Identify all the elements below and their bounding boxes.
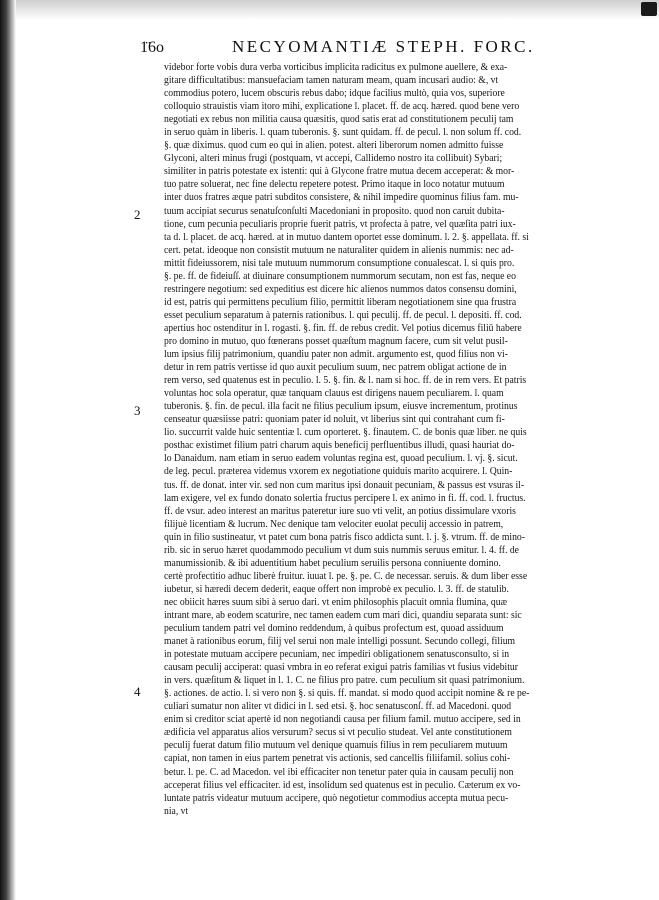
- body-text: [164, 61, 587, 818]
- text-line: lio. succurrit valde huic sententiæ l. cum oporteret. §. finautem. C. de bonis quæ liber. ne quis: [164, 427, 527, 439]
- text-line: de leg. pecul. præterea videmus vxorem ex negotiatione quiduis marito acquirere. l. Quin-: [164, 466, 513, 478]
- text-line: certè profectitio adhuc liberè fruitur. iuuat l. pe. §. pe. C. de necessar. seruis. & dum liber esse: [164, 570, 528, 582]
- text-line: in vers. quæſitum & liquet in l. 1. C. ne filius pro patre. cum peculium sit quasi patrimonium.: [164, 675, 525, 687]
- text-line: §. quæ diximus. quod cum eo qui in alien. potest. alteri liberorum nomen admitto fuisse: [164, 140, 504, 152]
- text-line: voluntas hoc sola operatur, quæ tanquam clauus est dirigens nauem peculiarem. l. quam: [164, 388, 504, 400]
- text-line: culiari sumatur non aliter vt didici in l. sed etsi. §. hoc senatusconſ. ff. ad Macedoni. quod: [164, 701, 512, 713]
- text-line: manet à rationibus eorum, filij vel serui non male intelligi possunt. Secundo collegi, filium: [164, 636, 516, 648]
- text-line: tuo patre soluerat, nec fine delectu repetere potest. Primo itaque in loco notatur mutuum: [164, 179, 505, 191]
- corner-smudge: [641, 2, 657, 16]
- text-line: negotiati ex rebus non militia causa quæsitis, quod satis erat ad constitutionem peculij tam: [164, 114, 514, 126]
- text-line: posthac existimet filium patri charum aquis beneficij perfluentibus illudi, quasi hauriat do-: [164, 440, 515, 452]
- text-line: nia, vt: [164, 805, 189, 817]
- margin-marker-3: 3: [134, 403, 141, 418]
- text-line: tus. ff. de donat. inter vir. sed non cum maritus ipsi donauit pecuniam, & passus est vsuras il-: [164, 479, 525, 491]
- text-line: iubetur, si hæredi decem dederit, eaque offert non improbè ex peculio. l. 3. ff. de statulib.: [164, 583, 509, 595]
- text-line: rib. sic in seruo hæret quodammodo peculium vt dum suis nummis seruus emitur. l. 4. ff. de: [164, 544, 519, 556]
- text-line: quin in filio sustineatur, vt patet cum bona patris fisco addicta sunt. l. j. §. vtrum. ff. de mino-: [164, 531, 526, 543]
- text-line: commodius potero, lucem obscuris rebus dabo; idque facilius multò, quia vos, superiore: [164, 88, 505, 100]
- margin-marker-2: 2: [134, 207, 141, 222]
- text-line: enim si creditor sciat apertè id non negotiandi causa per filium famil. mutuo accipere, sed in: [164, 714, 521, 726]
- text-line: lum ipsius filij patrimonium, quandiu pater non admit. argumento est, quod filius non vi-: [164, 349, 508, 361]
- text-line: capiat, non tamen in eius partem penetrat vis actionis, sed cancellis filiifamil. solius cohi-: [164, 753, 511, 765]
- text-line: detur in rem patris vertisse id quo auxit peculium suum, nec patrem obligat actione de in: [164, 362, 507, 374]
- text-line: §. pe. ff. de fideiuſſ. at diuinare consumptionem nummorum secutam, non est fas, neque eo: [164, 270, 516, 282]
- page-top-shadow: [0, 0, 659, 20]
- text-line: similiter in patris potestate ex istenti: qui à Glycone fratre mutua decem acceperat: & mor-: [164, 166, 515, 178]
- text-line: inter duos fratres æque patri subditos consistere, & nihil impedire quominus filius fam. mu-: [164, 192, 519, 204]
- text-line: cert. petat. ideoque non consistit mutuum ne naturaliter quidem in alienis nummis: nec ad-: [164, 244, 514, 256]
- text-line: in seruo quàm in liberis. l. quam tuberonis. §. sunt quidam. ff. de pecul. l. non solum ff. cod.: [164, 127, 522, 139]
- text-line: ff. de vsur. adeo interest an maritus pateretur iure suo vti velit, an potius dissimulare vxoris: [164, 505, 516, 517]
- text-line: causam peculij acciperat: quasi vmbra in eo referat exigui patris familias vt fusius videbitur: [164, 662, 518, 674]
- text-line: id est, patris qui permittens peculium filio, permittit liberam negotiationem sine qua frustra: [164, 296, 517, 308]
- text-line: peculij fuerat datum filio mutuum vel denique quamuis filius in rem peculiarem mutuum: [164, 740, 508, 752]
- margin-marker-4: 4: [134, 684, 141, 699]
- text-line: censeatur quæsiisse patri: quoniam pater id noluit, vt liberius sint qui contrahant cum fi-: [164, 414, 505, 426]
- text-line: filijuè licentiam & lucrum. Nec denique tam velociter euolat peculij accessio in patrem,: [164, 518, 504, 530]
- text-line: §. actiones. de actio. l. si vero non §. si quis. ff. mandat. si modo quod accipit nomine & re pe-: [164, 688, 530, 700]
- text-line: lam exigere, vel ex fundo donato solertia fructus percipere l. ex animo in fi. ff. cod. l. fructus.: [164, 492, 526, 504]
- text-line: videbor forte vobis dura verba vorticibus implicita radicitus ex pulmone auellere, & exa-: [164, 62, 508, 73]
- text-line: rem verso, sed quatenus est in peculio. l. 5. §. fin. & l. nam si hoc. ff. de in rem vers. Et patris: [164, 375, 527, 387]
- book-spine-shadow: [0, 0, 16, 900]
- text-line: ta d. l. placet. de acq. hæred. at in mutuo dantem oportet esse dominum. l. 2. §. appellata. ff. si: [164, 231, 529, 243]
- text-line: tuberonis. §. fin. de pecul. illa facit ne filius peculium ipsum, eiusve incrementum, protinus: [164, 401, 518, 413]
- text-line: lo Danaidum. nam etiam in seruo eadem voluntas regina est, quoad peculium. l. vj. §. sicut.: [164, 453, 518, 465]
- text-line: tuum accipiat securus senatuſconſulti Macedoniani in proposito. quod non caruit dubita-: [164, 205, 505, 217]
- text-line: pro domino in mutuo, quo fœnerans posset quæſtum magnum facere, cum sit velut pusil-: [164, 335, 508, 347]
- text-line: nec obiicit hæres suum sibi à seruo dari. vt enim philosophis placuit omnia flumina, quæ: [164, 596, 508, 608]
- text-line: acceperat filius vel efficaciter. id est, insolidum sed quatenus est in peculio. Cæterum ex vo-: [164, 779, 521, 791]
- text-line: esset peculium separatum à paternis rationibus. l. qui peculij. ff. de pecul. l. depositi. ff. cod.: [164, 309, 522, 321]
- text-line: restringere negotium: sed expeditius est dicere hic alienos nummos datos consensu domini,: [164, 283, 517, 295]
- page-header: [140, 37, 535, 57]
- text-line: in potestate mutuam accipere pecuniam, nec impediri obligationem senatusconsulto, si in: [164, 649, 510, 661]
- running-title: NECYOMANTIÆ STEPH. FORC.: [232, 37, 535, 56]
- text-line: manumissionib. & ibi aduentitium habet peculium seruilis persona conniuente domino.: [164, 557, 501, 569]
- text-line: gitare difficultatibus: mansuefaciam tamen naturam meam, quam incusari audio: &, vt: [164, 75, 499, 87]
- text-line: Glyconi, alteri minus frugi (postquam, vt accepi, Callidemo nostro ita collibuit) Sybari;: [164, 153, 503, 165]
- text-line: ædificia vel apparatus alios versurum? secus si vt peculio studeat. Vel ante constitutionem: [164, 727, 512, 739]
- text-line: colloquio strauistis viam itoro mihi, explicatione l. placet. ff. de acq. hæred. quod bene vero: [164, 101, 520, 113]
- text-line: tione, cum pecunia peculiaris proprie fuerit patris, vt profecta à patre, vel quæſita patri iux-: [164, 218, 516, 230]
- text-line: luntate patris videatur mutuum accipere, quò negotietur commodius accepta mutua pecu-: [164, 792, 509, 804]
- text-line: apertius hoc ostenditur in l. rogasti. §. fin. ff. de rebus credit. Vel potius dicemus filiū habere: [164, 322, 522, 334]
- folio-number: 1̈6o: [140, 39, 164, 56]
- text-line: mittit fideiussorem, nisi tale mutuum nummorum consumptione conualescat. l. si quis pro.: [164, 257, 515, 269]
- text-line: intrant mare, ab eodem scaturire, nec tamen eadem cum mari dici, quandiu separata sunt: sic: [164, 609, 522, 621]
- text-line: peculium tandem patri vel domino reddendum, à quibus profectum est, quoad assiduum: [164, 623, 504, 635]
- text-line: betur. l. pe. C. ad Macedon. vel ibi efficaciter non tenetur pater quia in causam peculij non: [164, 766, 514, 778]
